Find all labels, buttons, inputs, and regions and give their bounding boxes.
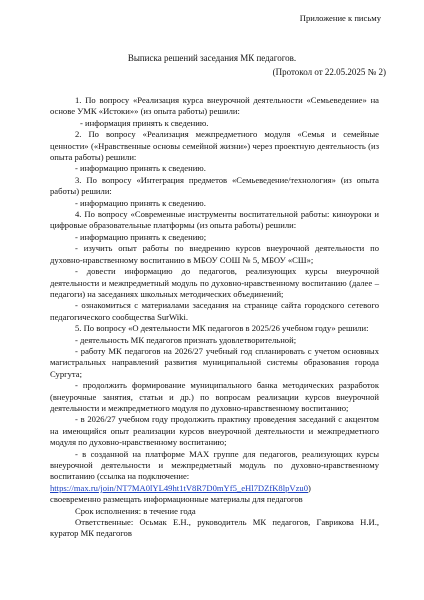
item-5-decision-5-tail: своевременно размещать информационные материалы для педагогов bbox=[50, 494, 303, 505]
join-link-close-paren: ) bbox=[308, 482, 311, 493]
join-link-line bbox=[50, 483, 379, 494]
item-5-decision-4: - в 2026/27 учебном году продолжить практику проведения заседаний с акцентом на имеющийся опыт реализации курсов внеурочной деятельности и межпредметного модуля по духовно-нравственному воспитанию; bbox=[50, 414, 379, 448]
protocol-reference: (Протокол от 22.05.2025 № 2) bbox=[272, 67, 386, 77]
item-2-text: 2. По вопросу «Реализация межпредметного модуля «Семья и семейные ценности» («Нравственные основы семейной жизни») через проектную деятельность (из опыта работы) решили: bbox=[50, 129, 379, 163]
item-4-decision-2: - изучить опыт работы по внедрению курсов внеурочной деятельности по духовно-нравственному воспитанию в МБОУ СОШ № 5, МБОУ «СШ»; bbox=[50, 243, 379, 265]
item-1-decision: - информация принять к сведению. bbox=[80, 117, 209, 128]
item-5-decision-3: - продолжить формирование муниципального банка методических разработок (внеурочные занятия, статьи и др.) по вопросам реализации курсов внеурочной деятельности и межпредметного модуля по духовно-нравственному воспитанию; bbox=[50, 380, 379, 413]
item-2-decision: - информацию принять к сведению. bbox=[75, 163, 206, 174]
item-4-decision-3: - довести информацию до педагогов, реализующих курсы внеурочной деятельности и межпредметный модуль по духовно-нравственному воспитанию (далее – педагоги) на заседаниях школьных методических объединений; bbox=[50, 266, 379, 299]
deadline-line: Срок исполнения: в течение года bbox=[75, 505, 196, 516]
item-5-decision-5: - в созданной на платформе MAX группе для педагогов, реализующих курсы внеурочной деятельности и межпредметный модуль по духовно-нравственному воспитанию (ссылка на подключение: bbox=[50, 448, 379, 482]
item-3-text: 3. По вопросу «Интеграция предметов «Семьеведение/технология» (из опыта работы) решили: bbox=[50, 174, 379, 197]
document-body bbox=[50, 95, 379, 540]
item-3-decision: - информацию принять к сведению. bbox=[75, 197, 206, 208]
responsible-line: Ответственные: Осьмак Е.Н., руководитель МК педагогов, Гаврикова Н.И., куратор МК педагогов bbox=[50, 517, 379, 539]
document-title: Выписка решений заседания МК педагогов. bbox=[127, 53, 297, 63]
item-4-text: 4. По вопросу «Современные инструменты воспитательной работы: киноуроки и цифровые образовательные платформы (из опыта работы) решили: bbox=[50, 209, 379, 231]
item-4-decision-4: - ознакомиться с материалами заседания на странице сайта городского сетевого педагогического сообщества SurWiki. bbox=[50, 300, 379, 322]
item-5-decision-2: - работу МК педагогов на 2026/27 учебный год спланировать с учетом основных магистральных направлений развития муниципальной системы образования города Сургута; bbox=[50, 345, 379, 379]
item-1-text: 1. По вопросу «Реализация курса внеурочной деятельности «Семьеведение» на основе УМК «Истоки»» (из опыта работы) решили: bbox=[50, 95, 379, 117]
appendix-note: Приложение к письму bbox=[299, 13, 381, 23]
item-5-decision-1: - деятельность МК педагогов признать удовлетворительной; bbox=[75, 334, 297, 345]
item-4-decision-1: - информацию принять к сведению; bbox=[75, 231, 207, 242]
max-group-join-link[interactable]: https://max.ru/join/NT7MA0lYL49ht1tV8R7D0mYf5_eHl7DZfK8lpVzu0 bbox=[50, 482, 309, 493]
item-5-text: 5. По вопросу «О деятельности МК педагогов в 2025/26 учебном году» решили: bbox=[75, 323, 369, 334]
